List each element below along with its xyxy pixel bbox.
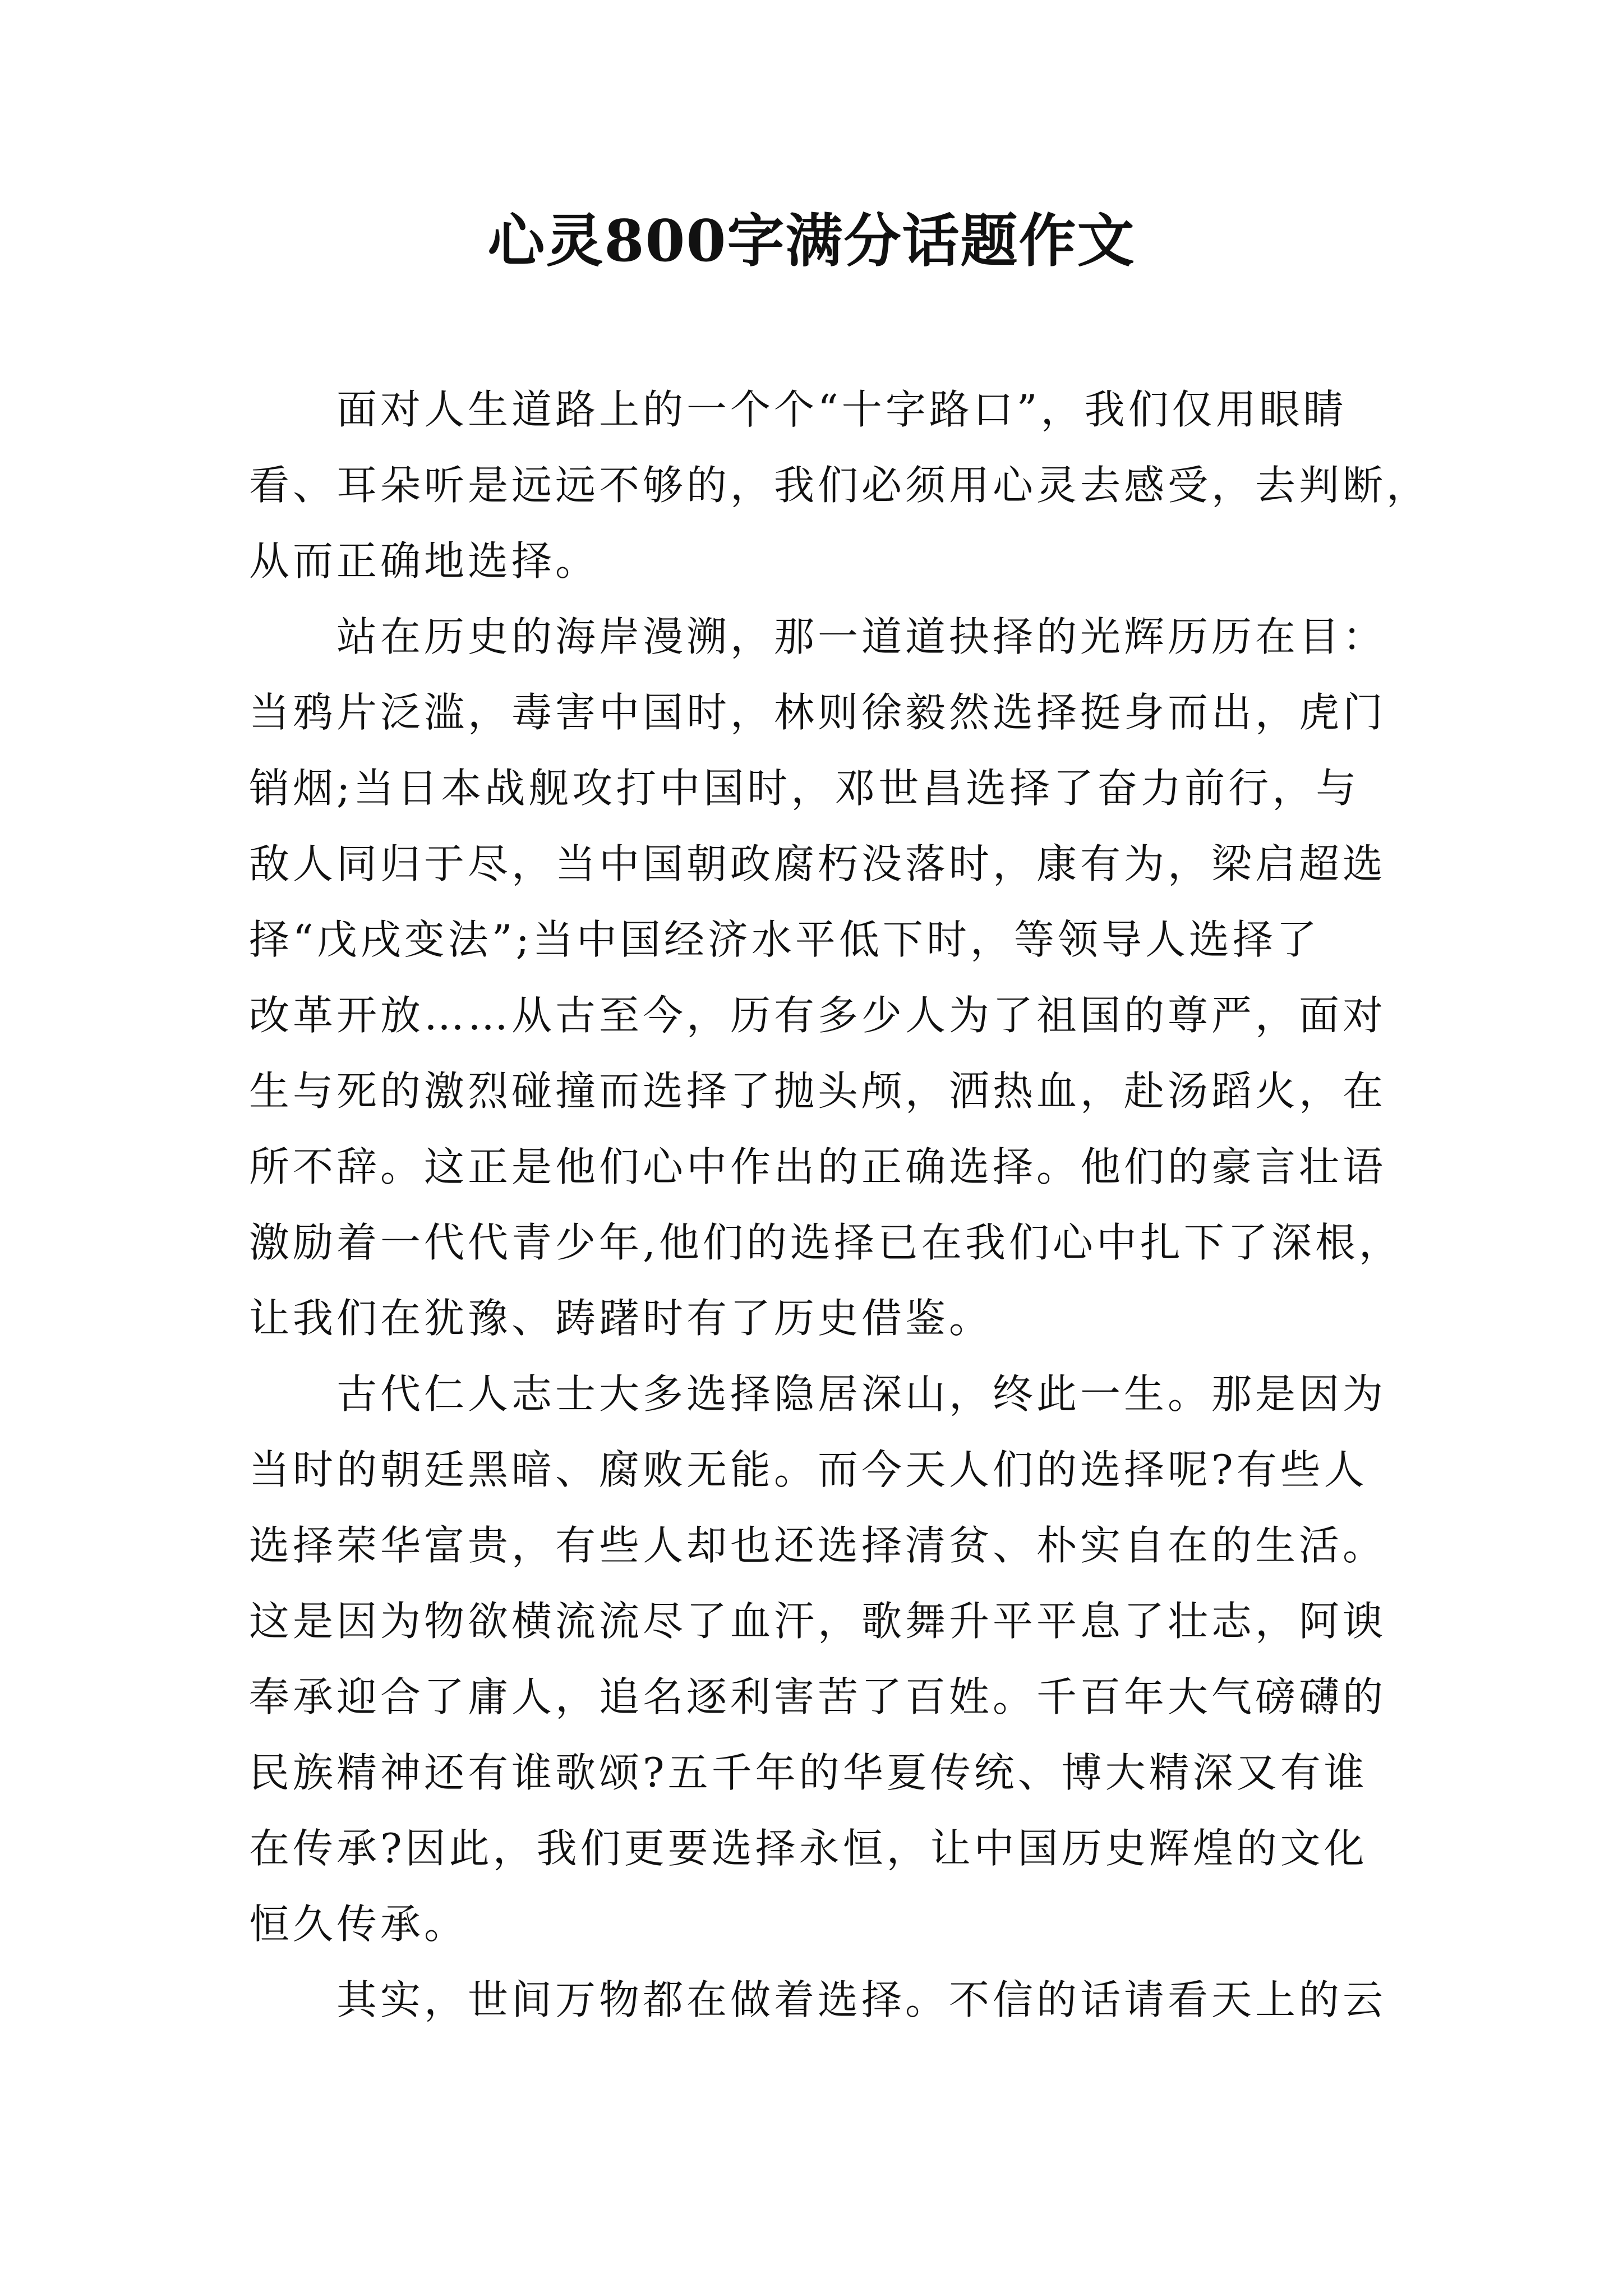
text-line: 生与死的激烈碰撞而选择了抛头颅，洒热血，赴汤蹈火，在 [249, 1068, 1387, 1115]
text-line: 让我们在犹豫、踌躇时有了历史借鉴。 [249, 1295, 993, 1342]
text-line: 看、耳朵听是远远不够的，我们必须用心灵去感受，去判断， [249, 462, 1431, 509]
text-line: 敌人同归于尽，当中国朝政腐朽没落时，康有为，梁启超选 [249, 840, 1387, 887]
text-line: 面对人生道路上的一个个“十字路口”，我们仅用眼睛 [249, 386, 1347, 433]
text-line: 选择荣华富贵，有些人却也还选择清贫、朴实自在的生活。 [249, 1522, 1387, 1569]
document-title: 心灵800字满分话题作文 [487, 208, 1136, 275]
text-line: 销烟;当日本战舰攻打中国时，邓世昌选择了奋力前行，与 [249, 765, 1360, 812]
text-line: 古代仁人志士大多选择隐居深山，终此一生。那是因为 [249, 1370, 1387, 1418]
text-line: 改革开放……从古至今，历有多少人为了祖国的尊严，面对 [249, 992, 1387, 1039]
text-line: 激励着一代代青少年,他们的选择已在我们心中扎下了深根， [249, 1219, 1403, 1266]
text-line: 奉承迎合了庸人，追名逐利害苦了百姓。千百年大气磅礴的 [249, 1673, 1387, 1720]
text-line: 当鸦片泛滥，毒害中国时，林则徐毅然选择挺身而出，虎门 [249, 689, 1387, 736]
text-line: 在传承?因此，我们更要选择永恒，让中国历史辉煌的文化 [249, 1825, 1368, 1872]
text-line: 站在历史的海岸漫溯，那一道道抉择的光辉历历在目： [249, 613, 1387, 660]
text-line: 择“戊戌变法”;当中国经济水平低下时，等领导人选择了 [249, 916, 1320, 963]
text-line: 其实，世间万物都在做着选择。不信的话请看天上的云 [249, 1976, 1387, 2023]
text-line: 民族精神还有谁歌颂?五千年的华夏传统、博大精深又有谁 [249, 1749, 1368, 1796]
text-line: 从而正确地选择。 [249, 537, 600, 585]
text-line: 当时的朝廷黑暗、腐败无能。而今天人们的选择呢?有些人 [249, 1446, 1368, 1493]
text-line: 恒久传承。 [249, 1901, 468, 1948]
text-line: 所不辞。这正是他们心中作出的正确选择。他们的豪言壮语 [249, 1143, 1387, 1190]
text-line: 这是因为物欲横流流尽了血汗，歌舞升平平息了壮志，阿谀 [249, 1598, 1387, 1645]
